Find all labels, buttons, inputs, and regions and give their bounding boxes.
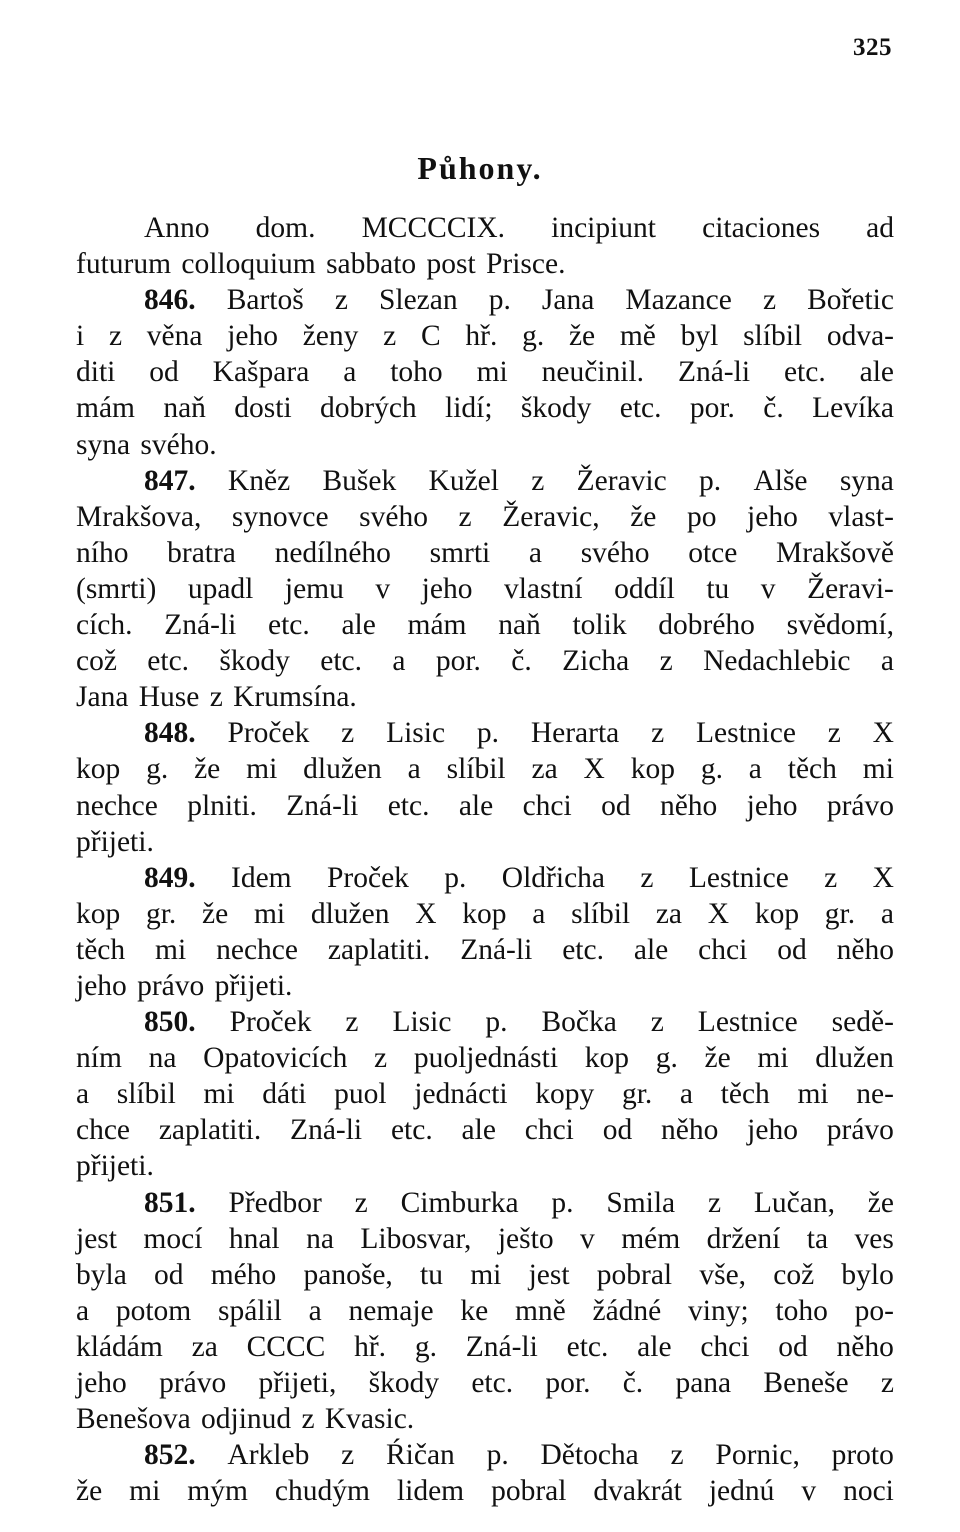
text-line: (smrti) upadl jemu v jeho vlastní oddíl tu v Žeravi- [76,572,894,605]
text-line: 850. Proček z Lisic p. Bočka z Lestnice sedě- [76,1004,894,1040]
text-line: kládám za CCCC hř. g. Zná-li etc. ale chci od něho [76,1330,894,1363]
entry-number: 852. [144,1439,196,1472]
text-line: kop gr. že mi dlužen X kop a slíbil za X kop gr. a [76,897,894,930]
text-line: ního bratra nedílného smrti a svého otce Mrakšově [76,536,894,569]
text-line: 846. Bartoš z Slezan p. Jana Mazance z Bořetic [76,282,894,318]
text-line: 851. Předbor z Cimburka p. Smila z Lučan, že [76,1185,894,1221]
text-line: cích. Zná-li etc. ale mám naň tolik dobrého svědomí, [76,609,894,642]
entry-number: 847. [144,464,196,497]
text-line: byla od mého panoše, tu mi jest pobral vše, což bylo [76,1258,894,1291]
text-line: a slíbil mi dáti puol jednácti kopy gr. a těch mi ne- [76,1078,894,1111]
entry-number: 846. [144,284,196,317]
entry-number: 849. [144,861,196,894]
text-line: 847. Kněz Bušek Kužel z Žeravic p. Alše syna [76,463,894,499]
text-line: že mi mým chudým lidem pobral dvakrát jednú v noci [76,1475,894,1508]
text-line: Anno dom. MCCCCIX. incipiunt citaciones ad [144,212,894,244]
text-line: mám naň dosti dobrých lidí; škody etc. por. č. Levíka [76,392,894,425]
text-line: a potom spálil a nemaje ke mně žádné viny; toho po- [76,1294,894,1327]
entry-number: 848. [144,717,196,750]
text-line: 848. Proček z Lisic p. Herarta z Lestnice z X [76,715,894,751]
text-line: přijeti. [76,825,154,858]
text-body [76,210,894,1509]
text-line: 852. Arkleb z Ŕičan p. Dětocha z Pornic, proto [76,1437,894,1473]
text-line: i z věna jeho ženy z C hř. g. že mě byl slíbil odva- [76,320,894,353]
entry-number: 851. [144,1186,196,1219]
text-line: 849. Idem Proček p. Oldřicha z Lestnice z X [76,860,894,896]
text-line: Mrakšova, synovce svého z Žeravic, že po jeho vlast- [76,500,894,533]
page-number: 325 [853,34,892,61]
entry-number: 850. [144,1006,196,1039]
text-line: jeho právo přijeti. [76,969,293,1002]
text-line: přijeti. [76,1150,154,1183]
text-line: jest mocí hnal na Libosvar, ješto v mém držení ta ves [76,1222,894,1255]
text-line: syna svého. [76,428,217,461]
text-line: diti od Kašpara a toho mi neučinil. Zná-li etc. ale [76,356,894,389]
text-line: chce zaplatiti. Zná-li etc. ale chci od něho jeho právo [76,1114,894,1147]
text-line: jeho právo přijeti, škody etc. por. č. pana Beneše z [76,1367,894,1399]
text-line: kop g. že mi dlužen a slíbil za X kop g. a těch mi [76,753,894,786]
text-line: nechce plniti. Zná-li etc. ale chci od něho jeho právo [76,789,894,822]
text-line: Jana Huse z Krumsína. [76,681,357,714]
section-heading: Půhony. [417,150,543,186]
text-line: futurum colloquium sabbato post Prisce. [76,248,566,281]
text-line: těch mi nechce zaplatiti. Zná-li etc. ale chci od něho [76,933,894,966]
text-line: což etc. škody etc. a por. č. Zicha z Nedachlebic a [76,645,894,678]
text-line: Benešova odjinud z Kvasic. [76,1403,415,1436]
text-line: ním na Opatovicích z puoljednásti kop g. že mi dlužen [76,1042,894,1075]
